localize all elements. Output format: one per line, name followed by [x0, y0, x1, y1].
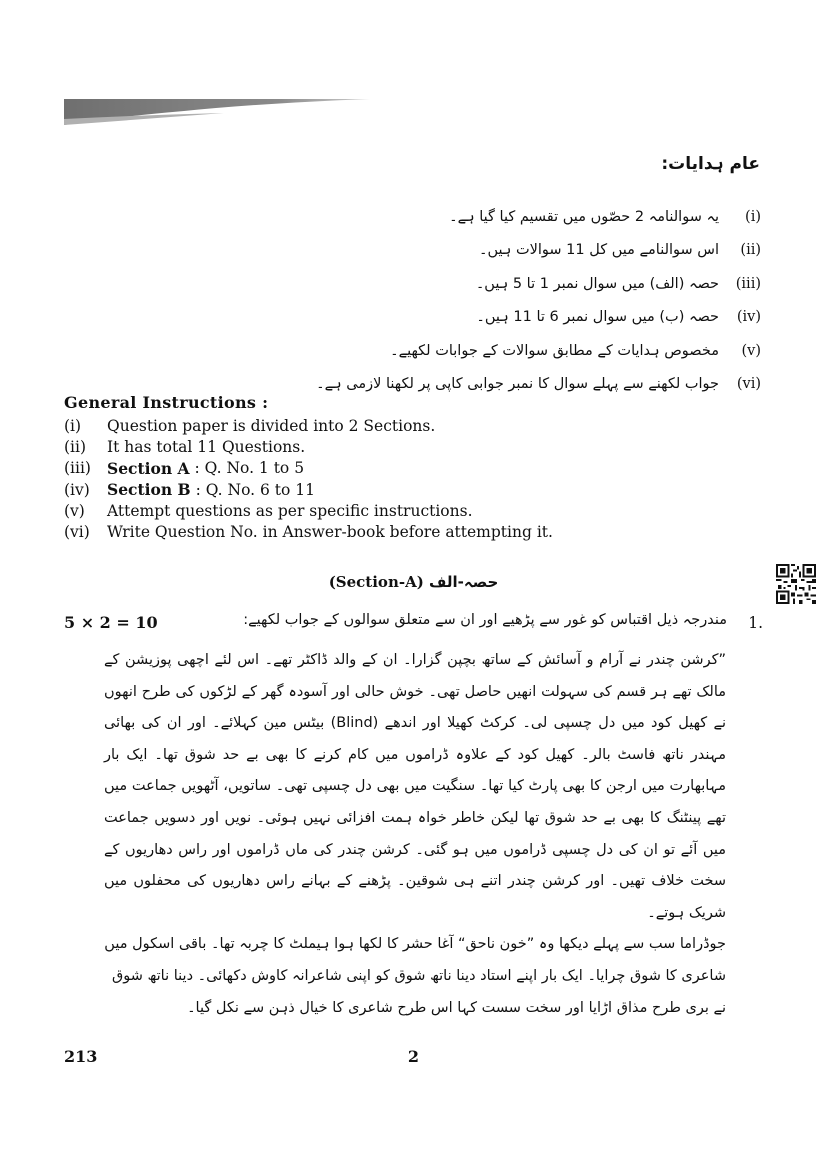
urdu-instruction-item — [61, 234, 761, 268]
instruction-text: : Q. No. 6 to 11 — [190, 480, 315, 499]
section-a-title — [0, 573, 827, 591]
question-passage — [104, 645, 726, 1024]
instruction-number: (vi) — [64, 523, 90, 542]
urdu-instruction-number: (iii) — [735, 275, 761, 292]
question-number: 1. — [748, 614, 763, 632]
instruction-section-label: Section A — [107, 458, 190, 478]
general-instructions-title: General Instructions : — [64, 393, 269, 412]
urdu-instruction-text: حصہ (الف) میں سوال نمبر 1 تا 5 ہیں۔ — [475, 275, 719, 292]
section-title-urdu: حصہ-الف — [429, 573, 499, 591]
urdu-instruction-number: (i) — [745, 208, 761, 225]
instruction-text: It has total 11 Questions. — [107, 437, 306, 456]
instruction-number: (ii) — [64, 437, 87, 456]
instruction-number: (i) — [64, 416, 82, 435]
urdu-instructions-list — [61, 200, 761, 401]
header-swoosh-decoration — [64, 97, 374, 127]
urdu-instruction-number: (ii) — [740, 242, 761, 259]
instruction-item — [64, 436, 553, 457]
passage-paragraph: جوڈراما سب سے پہلے دیکھا وہ ”خون ناحق“ آغا حشر کا لکھا ہوا ہیملٹ کا چربہ تھا۔ باقی اسکول میں شاعری کا شوق چرایا۔ ایک بار اپنے استاد دینا ناتھ شوق کو اپنی شاعرانہ کاوش دکھائی۔ دینا ناتھ شوق نے بری طرح مذاق اڑایا اور سخت سست کہا اس طرح شاعری کا خیال ذہن سے نکل گیا۔ — [104, 936, 726, 1016]
instruction-item — [64, 500, 553, 521]
section-title-english: (Section-A) — [328, 573, 424, 591]
question-prompt: مندرجہ ذیل اقتباس کو غور سے پڑھیے اور ان سے متعلق سوالوں کے جواب لکھیے: — [243, 612, 727, 628]
instruction-text: Write Question No. in Answer-book before attempting it. — [107, 523, 553, 542]
instruction-number: (v) — [64, 501, 85, 520]
urdu-instruction-text: مخصوص ہدایات کے مطابق سوالات کے جوابات لکھیے۔ — [390, 342, 719, 359]
instruction-text: Attempt questions as per specific instructions. — [107, 501, 473, 520]
instruction-number: (iii) — [64, 459, 91, 478]
instruction-text: : Q. No. 1 to 5 — [189, 459, 305, 478]
paper-code: 213 — [64, 1047, 98, 1066]
instruction-item — [64, 458, 553, 479]
instruction-text: Question paper is divided into 2 Sections. — [107, 416, 436, 435]
question-marks: 5 × 2 = 10 — [64, 613, 158, 632]
instruction-section-label: Section B — [107, 480, 191, 500]
urdu-instruction-number: (v) — [741, 342, 761, 359]
urdu-instruction-text: یہ سوالنامہ 2 حصّوں میں تقسیم کیا گیا ہے۔ — [449, 208, 719, 225]
instruction-number: (iv) — [64, 480, 90, 499]
urdu-instruction-item — [61, 301, 761, 335]
instruction-item — [64, 479, 553, 500]
urdu-instruction-item — [61, 267, 761, 301]
page-number: 2 — [407, 1047, 420, 1066]
urdu-instruction-text: جواب لکھنے سے پہلے سوال کا نمبر جوابی کاپی پر لکھنا لازمی ہے۔ — [316, 376, 719, 393]
passage-paragraph: ”کرشن چندر نے آرام و آسائش کے ساتھ بچپن گزارا۔ ان کے والد ڈاکٹر تھے۔ اس لئے اچھی پوزیشن کے مالک تھے ہر قسم کی سہولت انھیں حاصل تھی۔ خوش حالی اور آسودہ گھر کے لڑکوں کی طرح انھوں نے کھیل کود میں دل چسپی لی۔ کرکٹ کھیلا اور اندھے (Blind) بیٹس مین کہلائے۔ اور ان کی بھائی مہندر ناتھ فاسٹ بالر۔ کھیل کود کے علاوہ ڈراموں میں کام کرنے کا بھی بے حد شوق تھا۔ ایک بار مہابھارت میں ارجن کا بھی پارٹ کیا تھا۔ سنگیت میں بھی دل چسپی تھی۔ ساتویں، آٹھویں جماعت میں تھے پینٹنگ کا بھی بے حد شوق تھا لیکن خاطر خواہ ہمت افزائی نہیں ہوئی۔ نویں اور دسویں جماعت میں آئے تو ان کی دل چسپی ڈراموں میں ہو گئی۔ کرشن چندر کی ماں ڈراموں اور راس دھاریوں کے سخت خلاف تھیں۔ اور کرشن چندر اتنے ہی شوقین۔ پڑھنے کے بہانے راس دھاریوں کی محفلوں میں شریک ہوتے۔ — [104, 652, 726, 921]
urdu-instruction-number: (iv) — [736, 309, 761, 326]
general-instructions-list — [64, 415, 553, 543]
urdu-instructions-heading: عام ہدایات: — [661, 154, 760, 174]
urdu-instruction-item — [61, 334, 761, 368]
urdu-instruction-item — [61, 200, 761, 234]
urdu-instruction-text: حصہ (ب) میں سوال نمبر 6 تا 11 ہیں۔ — [476, 309, 719, 326]
instruction-item — [64, 521, 553, 542]
urdu-instruction-text: اس سوالنامے میں کل 11 سوالات ہیں۔ — [478, 242, 719, 259]
instruction-item — [64, 415, 553, 436]
urdu-instruction-number: (vi) — [736, 376, 761, 393]
